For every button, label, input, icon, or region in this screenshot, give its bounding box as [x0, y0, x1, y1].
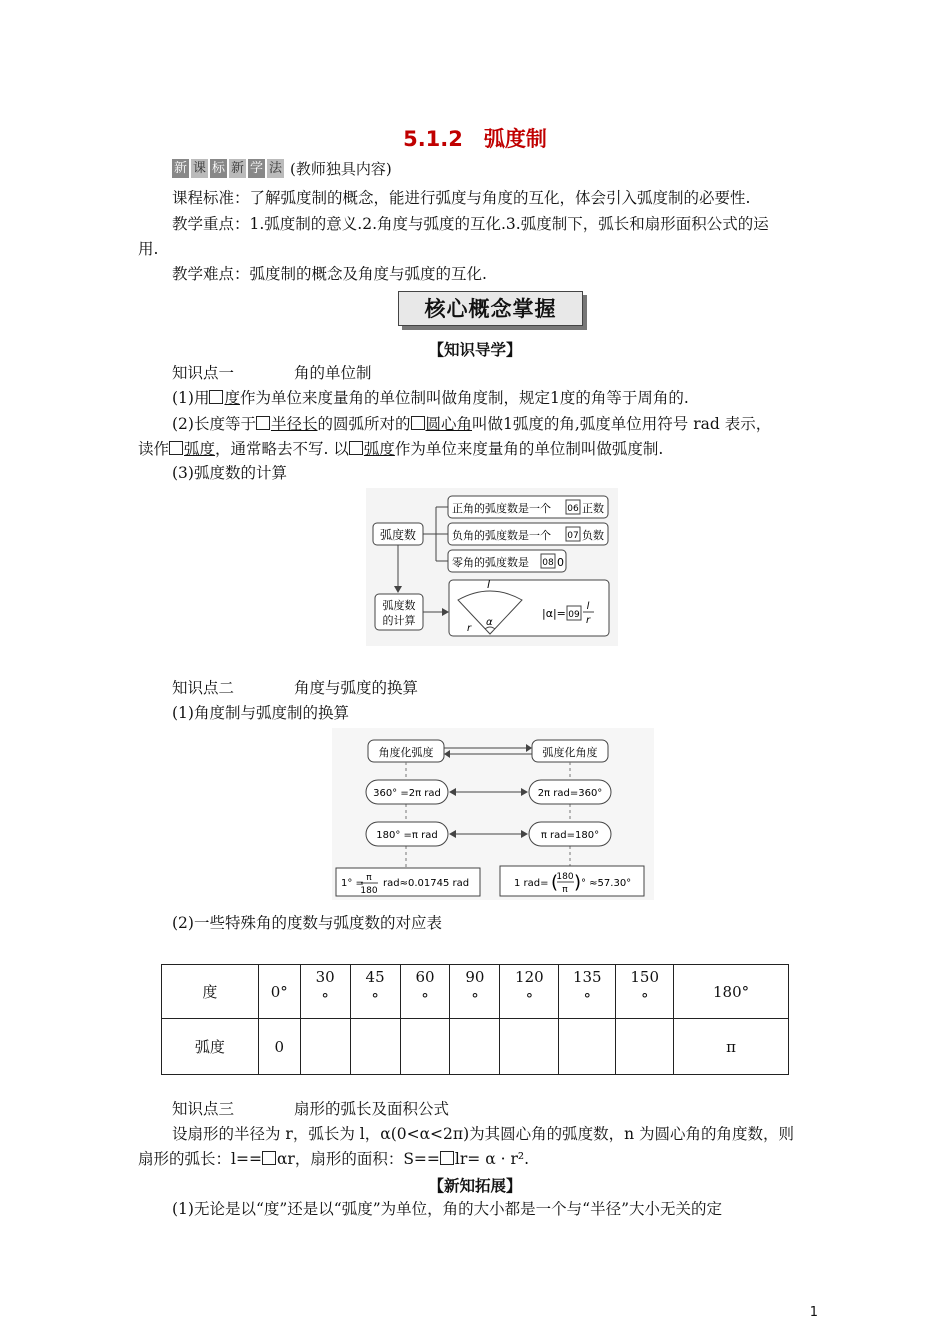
table-cell: 0 — [258, 1019, 300, 1075]
table-row — [162, 965, 789, 1019]
kp2-paragraph-2: (2)一些特殊角的度数与弧度数的对应表 — [172, 914, 442, 932]
page-number: 1 — [809, 1305, 818, 1320]
tag-row — [172, 158, 392, 179]
table-cell — [559, 1019, 616, 1075]
tag-char: 法 — [268, 161, 282, 176]
frac-bottom: r — [585, 615, 591, 626]
right-eq-1: 2π rad=360° — [537, 788, 603, 799]
course-standards: 课程标准：了解弧度制的概念，能进行弧度与角度的互化，体会引入弧度制的必要性. — [172, 189, 751, 207]
kp3-paragraph-1: 设扇形的半径为 r，弧长为 l，α(0<α<2π)为其圆心角的弧度数，n 为圆心角的角度数，则 — [172, 1125, 795, 1143]
blank-number: 07 — [567, 531, 579, 541]
teaching-focus-cont: 用. — [138, 240, 159, 258]
kp3-paragraph-2 — [138, 1149, 529, 1169]
text: (1)用 — [172, 389, 210, 407]
zero-text: 零角的弧度数是 — [452, 556, 529, 569]
right-eq-2: π rad=180° — [540, 830, 600, 841]
blank-answer: 度 — [209, 389, 240, 407]
knowledge-guide-heading: 【知识导学】 — [428, 340, 522, 359]
left-eq-1: 360° =2π rad — [373, 788, 441, 799]
right-frac-top: 180 — [556, 872, 574, 882]
table-cell: 45 ° — [350, 965, 400, 1019]
extension-paragraph-1: (1)无论是以“度”还是以“弧度”为单位，角的大小都是一个与“半径”大小无关的定 — [172, 1200, 723, 1218]
page-title: 5.1.2 弧度制 — [403, 127, 547, 151]
kp-title: 角的单位制 — [294, 364, 372, 382]
conversion-diagram — [332, 728, 654, 900]
left-frac-bottom: 180 — [360, 886, 378, 896]
left-eq-3b: rad≈0.01745 rad — [383, 878, 470, 889]
angle-label: α — [486, 617, 493, 628]
kp-label: 知识点一 — [172, 364, 235, 382]
tag-char: 标 — [211, 161, 225, 176]
blank-answer: 圆心角 — [411, 415, 473, 433]
frac-top: l — [586, 601, 590, 612]
radius-label: r — [467, 623, 472, 634]
negative-answer: 负数 — [582, 529, 604, 542]
positive-text: 正角的弧度数是一个 — [452, 502, 551, 515]
teaching-focus: 教学重点：1.弧度制的意义.2.角度与弧度的互化.3.弧度制下，弧长和扇形面积公式的运 — [172, 215, 769, 233]
right-eq-3b: ° ≈57.30° — [581, 878, 632, 889]
kp1-paragraph-1 — [172, 388, 689, 408]
degree-radian-table — [161, 964, 789, 1075]
knowledge-point-1 — [172, 363, 372, 383]
section-banner: 核心概念掌握 — [398, 291, 583, 326]
tag-char: 新 — [173, 161, 187, 176]
paren-right: ) — [574, 872, 582, 893]
table-cell: 60 ° — [400, 965, 450, 1019]
knowledge-point-3 — [172, 1099, 449, 1119]
tag-char: 课 — [192, 161, 206, 176]
kp2-paragraph-1: (1)角度制与弧度制的换算 — [172, 704, 349, 722]
text: ，通常略去不写. 以 — [215, 440, 349, 458]
table-cell: 90 ° — [450, 965, 500, 1019]
right-header-label: 弧度化角度 — [542, 746, 598, 759]
table-cell — [450, 1019, 500, 1075]
table-cell: 180° — [674, 965, 789, 1019]
text: 叫做1弧度的角,弧度单位用符号 rad 表示， — [472, 415, 772, 433]
calc-label-1: 弧度数 — [382, 599, 416, 612]
row-head-degree: 度 — [162, 965, 259, 1019]
blank-answer: 弧度 — [169, 440, 215, 458]
table-cell: π — [674, 1019, 789, 1075]
text: (2)长度等于 — [172, 415, 256, 433]
tag-char: 新 — [230, 161, 244, 176]
extension-heading: 【新知拓展】 — [428, 1176, 522, 1195]
kp-title: 扇形的弧长及面积公式 — [294, 1100, 450, 1118]
positive-answer: 正数 — [582, 502, 604, 515]
blank-number: 06 — [567, 504, 579, 514]
left-eq-2: 180° =π rad — [376, 830, 438, 841]
text: 的圆弧所对的 — [317, 415, 411, 433]
kp-label: 知识点二 — [172, 679, 235, 697]
formula-text: |α|= — [542, 607, 566, 620]
blank-answer: 半径长 — [256, 415, 318, 433]
text: 读作 — [138, 440, 170, 458]
blank-answer: 弧度 — [349, 440, 395, 458]
blank-number: 08 — [542, 558, 554, 568]
left-frac-top: π — [366, 873, 372, 883]
radian-number-diagram — [366, 488, 618, 646]
table-cell: 0° — [258, 965, 300, 1019]
calc-label-2: 的计算 — [382, 614, 416, 627]
kp-title: 角度与弧度的换算 — [294, 679, 419, 697]
table-cell: 150 ° — [616, 965, 674, 1019]
table-cell — [300, 1019, 350, 1075]
row-head-radian: 弧度 — [162, 1019, 259, 1075]
table-cell — [350, 1019, 400, 1075]
right-frac-bottom: π — [562, 885, 568, 895]
teacher-note: (教师独具内容) — [290, 160, 392, 178]
root-label: 弧度数 — [379, 528, 417, 542]
table-cell — [616, 1019, 674, 1075]
right-eq-3a: 1 rad= — [514, 878, 549, 889]
kp1-paragraph-3: (3)弧度数的计算 — [172, 464, 287, 482]
blank-box — [262, 1151, 276, 1165]
text: lr= α · r². — [454, 1150, 530, 1168]
table-row — [162, 1019, 789, 1075]
left-header-label: 角度化弧度 — [378, 746, 434, 759]
kp-label: 知识点三 — [172, 1100, 235, 1118]
negative-text: 负角的弧度数是一个 — [452, 529, 551, 542]
tag-char: 学 — [249, 161, 263, 176]
knowledge-point-2 — [172, 678, 418, 698]
paren-left: ( — [551, 872, 559, 893]
text: αr，扇形的面积：S== — [276, 1150, 440, 1168]
left-eq-3a: 1° = — [341, 878, 364, 889]
arc-label: l — [487, 578, 491, 591]
zero-answer: 0 — [557, 556, 564, 569]
table-cell — [500, 1019, 559, 1075]
text: 扇形的弧长：l== — [138, 1150, 262, 1168]
kp1-paragraph-2 — [172, 414, 771, 434]
table-cell: 135 ° — [559, 965, 616, 1019]
kp1-paragraph-2-cont — [138, 439, 663, 459]
blank-number: 09 — [568, 610, 580, 620]
blank-box — [440, 1151, 454, 1165]
teaching-difficulty: 教学难点：弧度制的概念及角度与弧度的互化. — [172, 265, 487, 283]
table-cell: 30 ° — [300, 965, 350, 1019]
table-cell — [400, 1019, 450, 1075]
text: 作为单位来度量角的单位制叫做弧度制. — [394, 440, 664, 458]
table-cell: 120 ° — [500, 965, 559, 1019]
text: 作为单位来度量角的单位制叫做角度制，规定1度的角等于周角的. — [239, 389, 689, 407]
